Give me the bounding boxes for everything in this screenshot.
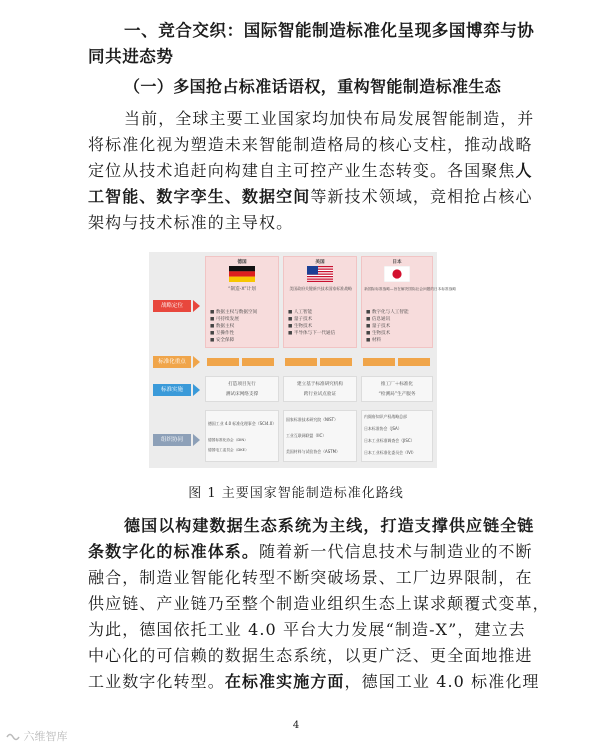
watermark-logo-icon <box>6 732 20 742</box>
org-item: 德国电工委员会（DKE） <box>208 448 249 453</box>
para1-line4: 工智能、数字孪生、数据空间等新技术领域，竞相抢占核心 <box>88 187 533 206</box>
germany-bullet-3: ■ 数据主权 <box>210 324 235 329</box>
focus-chip <box>242 358 274 366</box>
germany-strategy-box <box>205 256 279 348</box>
japan-bullet-4: ■ 生物技术 <box>366 331 391 336</box>
japan-implementation-box <box>361 376 433 402</box>
standardization-roadmap-figure <box>149 252 457 468</box>
usa-bullet-4: ■ 半导体与下一代通信 <box>288 331 336 336</box>
usa-flag-icon <box>307 266 333 282</box>
figure-caption: 图 1 主要国家智能制造标准化路线 <box>188 486 404 501</box>
germany-bullet-5: ■ 安全保障 <box>210 338 235 343</box>
germany-organization-box <box>205 410 279 462</box>
japan-bullet-3: ■ 量子技术 <box>366 324 391 329</box>
watermark: 六维智库 <box>6 728 68 744</box>
org-item: 德国工业 4.0 标准化理事会（SCI4.0） <box>208 422 277 427</box>
focus-chip <box>285 358 317 366</box>
usa-bullet-3: ■ 生物技术 <box>288 324 313 329</box>
japan-bullet-2: ■ 信息通讯 <box>366 317 391 322</box>
org-item: 美国材料与试验协会（ASTM） <box>286 450 340 455</box>
para2-line7: 工业数字化转型。在标准实施方面，德国工业 4.0 标准化理 <box>88 672 540 691</box>
implementation-item: 推工厂＋标准化 <box>380 382 414 387</box>
para2-line5: 为此，德国依托工业 4.0 平台大力发展“制造-X”，建立去 <box>88 620 526 639</box>
japan-plan: 新国际标准战略—旨在解决国际社会问题的日本标准战略 <box>364 287 457 292</box>
germany-plan: “制造-X”计划 <box>228 287 256 292</box>
focus-chip <box>320 358 352 366</box>
germany-bullet-1: ■ 数据主权与数据空间 <box>210 310 258 315</box>
para1-line3: 定位从技术追赶向构建自主可控产业生态转变。各国聚焦人 <box>88 161 533 180</box>
japan-bullet-5: ■ 材料 <box>366 338 382 343</box>
japan-bullet-1: ■ 数字化与人工智能 <box>366 310 409 315</box>
org-item: 日本标准协会（JSA） <box>364 427 402 432</box>
germany-flag-icon <box>229 266 255 282</box>
org-item: 国家标准技术研究院（NIST） <box>286 418 338 423</box>
germany-bullet-4: ■ 互操作性 <box>210 331 235 336</box>
focus-chip <box>398 358 430 366</box>
usa-bullet-1: ■ 人工智能 <box>288 310 313 315</box>
implementation-item: 建立基于标准研究机构 <box>297 382 343 387</box>
implementation-item: 测试床网络支撑 <box>225 392 259 397</box>
germany-bullet-2: ■ 可持续发展 <box>210 317 239 322</box>
para2-line2: 条数字化的标准体系。随着新一代信息技术与制造业的不断 <box>88 542 533 561</box>
para1-line5: 架构与技术标准的主导权。 <box>88 213 294 232</box>
row-label-implementation: 标准实施 <box>153 384 191 396</box>
row-label-strategy: 战略定位 <box>153 300 191 312</box>
usa-strategy-box <box>283 256 357 348</box>
focus-chip <box>207 358 239 366</box>
para2-line6: 中心化的可信赖的数据生态系统，以更广泛、更全面地推进 <box>88 646 533 665</box>
para2-line4: 供应链、产业链乃至整个制造业组织生态上谋求颠覆式变革， <box>88 594 550 613</box>
usa-organization-box <box>283 410 357 462</box>
usa-plan: 美国政府关键新兴技术国家标准战略 <box>289 287 352 292</box>
row-label-organization: 组织协同 <box>153 434 191 446</box>
focus-chip <box>363 358 395 366</box>
country-name-japan: 日本 <box>392 260 402 265</box>
para2-line3: 融合，制造业智能化转型不断突破场景、工厂边界限制，在 <box>88 568 533 587</box>
implementation-item: 跨行业试点验证 <box>303 392 337 397</box>
arrow-icon <box>193 384 200 396</box>
implementation-item: 打造项目先行 <box>228 382 256 387</box>
para1-line2: 将标准化视为塑造未来智能制造格局的核心支柱，推动战略 <box>88 135 533 154</box>
japan-strategy-box <box>361 256 457 348</box>
section-heading-line1: 一、竞合交织：国际智能制造标准化呈现多国博弈与协 <box>124 21 535 40</box>
org-item: 日本工业标准化委员会（IVI） <box>364 451 416 456</box>
country-name-germany: 德国 <box>237 260 247 265</box>
org-item: 德国标准化协会（DIN） <box>208 438 248 443</box>
org-item: 日本工业标准调查会（JISC） <box>364 439 415 444</box>
japan-flag-icon <box>384 266 410 282</box>
germany-implementation-box <box>205 376 279 402</box>
section-heading-line2: 同共进态势 <box>88 47 174 66</box>
org-item: 内阁府知识产权战略总部 <box>364 415 407 420</box>
org-item: 工业互联网联盟（IIC） <box>286 434 327 439</box>
arrow-icon <box>193 300 200 312</box>
para2-line1: 德国以构建数据生态系统为主线，打造支撑供应链全链 <box>124 516 535 535</box>
implementation-item: “检测局”生产服务 <box>378 392 416 397</box>
usa-implementation-box <box>283 376 357 402</box>
arrow-icon <box>193 434 200 446</box>
subsection-heading: （一）多国抢占标准话语权，重构智能制造标准生态 <box>124 77 502 96</box>
usa-bullet-2: ■ 量子技术 <box>288 317 313 322</box>
page-number: 4 <box>292 720 300 731</box>
country-name-usa: 美国 <box>315 260 325 265</box>
row-label-focus: 标准化重点 <box>153 356 191 368</box>
para1-line1: 当前，全球主要工业国家均加快布局发展智能制造，并 <box>124 109 535 128</box>
arrow-icon <box>193 356 200 368</box>
japan-organization-box <box>361 410 433 462</box>
